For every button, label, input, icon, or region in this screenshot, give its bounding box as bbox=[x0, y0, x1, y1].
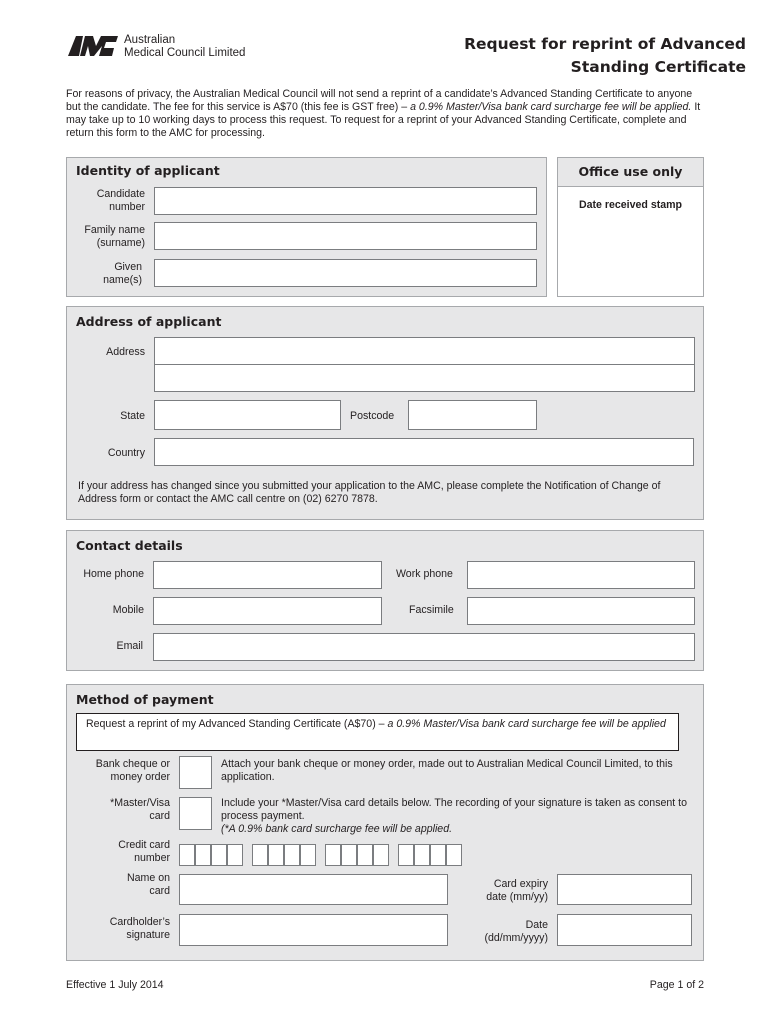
expiry-label-line2: date (mm/yy) bbox=[486, 891, 548, 903]
given-label-line2: name(s) bbox=[103, 274, 142, 286]
card-expiry-input[interactable] bbox=[557, 874, 692, 905]
sig-label-line1: Cardholder’s bbox=[109, 916, 170, 928]
credit-card-digit-box[interactable] bbox=[446, 844, 462, 866]
family-name-input[interactable] bbox=[154, 222, 537, 250]
cc-label-line2: number bbox=[134, 852, 170, 864]
bank-cheque-checkbox[interactable] bbox=[179, 756, 212, 789]
home-phone-input[interactable] bbox=[153, 561, 382, 589]
bank-cheque-label bbox=[70, 758, 170, 784]
effective-date: Effective 1 July 2014 bbox=[66, 979, 164, 991]
card-expiry-label bbox=[462, 878, 548, 904]
credit-card-digit-box[interactable] bbox=[398, 844, 414, 866]
card-label-line1: *Master/Visa bbox=[110, 797, 170, 809]
card-desc-plain: Include your *Master/Visa card details below. The recording of your signature is taken as consent to process payment. bbox=[221, 797, 687, 822]
title-line2: Standing Certificate bbox=[570, 58, 746, 76]
org-name-line1: Australian bbox=[124, 34, 176, 46]
cardholder-signature-input[interactable] bbox=[179, 914, 448, 946]
credit-card-digit-box[interactable] bbox=[325, 844, 341, 866]
email-input[interactable] bbox=[153, 633, 695, 661]
page-title bbox=[464, 33, 746, 79]
master-visa-label bbox=[70, 797, 170, 823]
credit-card-digit-box[interactable] bbox=[430, 844, 446, 866]
credit-card-digit-box[interactable] bbox=[341, 844, 357, 866]
org-name-line2: Medical Council Limited bbox=[124, 47, 246, 59]
address-heading: Address of applicant bbox=[76, 314, 222, 329]
family-label-line1: Family name bbox=[84, 224, 145, 236]
intro-paragraph bbox=[66, 88, 706, 140]
credit-card-digit-box[interactable] bbox=[373, 844, 389, 866]
date-label bbox=[462, 919, 548, 945]
name-label-line1: Name on bbox=[127, 872, 170, 884]
work-phone-label: Work phone bbox=[396, 568, 453, 580]
credit-card-number-label bbox=[70, 839, 170, 865]
card-label-line2: card bbox=[149, 810, 170, 822]
page-number: Page 1 of 2 bbox=[649, 979, 704, 991]
state-input[interactable] bbox=[154, 400, 341, 430]
mobile-input[interactable] bbox=[153, 597, 382, 625]
given-names-label bbox=[70, 261, 142, 287]
cheque-label-line1: Bank cheque or bbox=[95, 758, 170, 770]
credit-card-digit-box[interactable] bbox=[252, 844, 268, 866]
work-phone-input[interactable] bbox=[467, 561, 695, 589]
postcode-label: Postcode bbox=[350, 410, 395, 422]
mobile-label: Mobile bbox=[112, 604, 144, 616]
name-on-card-label bbox=[70, 872, 170, 898]
office-use-heading: Office use only bbox=[578, 164, 683, 179]
family-label-line2: (surname) bbox=[96, 237, 145, 249]
cc-label-line1: Credit card bbox=[118, 839, 170, 851]
credit-card-digit-box[interactable] bbox=[414, 844, 430, 866]
date-label-line1: Date bbox=[525, 919, 548, 931]
sig-label-line2: signature bbox=[126, 929, 170, 941]
card-desc-italic: (*A 0.9% bank card surcharge fee will be applied. bbox=[221, 823, 453, 835]
name-on-card-input[interactable] bbox=[179, 874, 448, 905]
credit-card-digit-box[interactable] bbox=[195, 844, 211, 866]
candidate-number-input[interactable] bbox=[154, 187, 537, 215]
facsimile-input[interactable] bbox=[467, 597, 695, 625]
bank-cheque-description: Attach your bank cheque or money order, made out to Australian Medical Council Limited, to this application. bbox=[221, 758, 673, 783]
country-label: Country bbox=[107, 447, 145, 459]
payment-heading: Method of payment bbox=[76, 692, 214, 707]
credit-card-digit-box[interactable] bbox=[179, 844, 195, 866]
given-label-line1: Given bbox=[114, 261, 142, 273]
date-label-line2: (dd/mm/yyyy) bbox=[484, 932, 548, 944]
facsimile-label: Facsimile bbox=[409, 604, 454, 616]
address-line2-input[interactable] bbox=[154, 364, 695, 392]
country-input[interactable] bbox=[154, 438, 694, 466]
cheque-label-line2: money order bbox=[110, 771, 170, 783]
address-change-note: If your address has changed since you submitted your application to the AMC, please complete the Notification of Change of Address form or contact the AMC call centre on (02) 6270 7878. bbox=[78, 480, 661, 505]
name-label-line2: card bbox=[149, 885, 170, 897]
credit-card-digit-box[interactable] bbox=[227, 844, 243, 866]
postcode-input[interactable] bbox=[408, 400, 537, 430]
reprint-request-text bbox=[86, 718, 674, 731]
amc-logo-icon bbox=[66, 34, 120, 58]
cardholder-signature-label bbox=[70, 916, 170, 942]
expiry-label-line1: Card expiry bbox=[493, 878, 548, 890]
home-phone-label: Home phone bbox=[83, 568, 144, 580]
candidate-label-line2: number bbox=[109, 201, 145, 213]
intro-part3: It may take up to 10 working days to process this request. To request for a reprint of your Advanced Standing Certificate, complete and return this form to the AMC for processing. bbox=[66, 101, 701, 139]
candidate-number-label bbox=[70, 188, 145, 214]
identity-heading: Identity of applicant bbox=[76, 163, 220, 178]
intro-part1: For reasons of privacy, the Australian Medical Council will not send a reprint of a candidate’s Advanced Standing Certificate to anyone but the candidate. The fee for this service is A$70 (this fee is GST free) – bbox=[66, 88, 693, 113]
credit-card-digit-box[interactable] bbox=[211, 844, 227, 866]
credit-card-digit-box[interactable] bbox=[357, 844, 373, 866]
email-label: Email bbox=[116, 640, 143, 652]
request-text-plain: Request a reprint of my Advanced Standing Certificate (A$70) – bbox=[86, 718, 388, 730]
state-label: State bbox=[120, 410, 145, 422]
address-line1-input[interactable] bbox=[154, 337, 695, 365]
date-received-stamp-label: Date received stamp bbox=[578, 199, 683, 211]
request-text-italic: a 0.9% Master/Visa bank card surcharge fee will be applied bbox=[387, 718, 666, 730]
credit-card-digit-box[interactable] bbox=[300, 844, 316, 866]
intro-surcharge-note: a 0.9% Master/Visa bank card surcharge fee will be applied. bbox=[410, 101, 692, 113]
date-input[interactable] bbox=[557, 914, 692, 946]
master-visa-description bbox=[221, 797, 691, 836]
title-line1: Request for reprint of Advanced bbox=[464, 35, 746, 53]
organisation-name bbox=[124, 34, 245, 60]
credit-card-digit-box[interactable] bbox=[268, 844, 284, 866]
contact-heading: Contact details bbox=[76, 538, 183, 553]
master-visa-checkbox[interactable] bbox=[179, 797, 212, 830]
candidate-label-line1: Candidate bbox=[96, 188, 145, 200]
address-label: Address bbox=[106, 346, 145, 358]
family-name-label bbox=[70, 224, 145, 250]
credit-card-digit-box[interactable] bbox=[284, 844, 300, 866]
given-names-input[interactable] bbox=[154, 259, 537, 287]
